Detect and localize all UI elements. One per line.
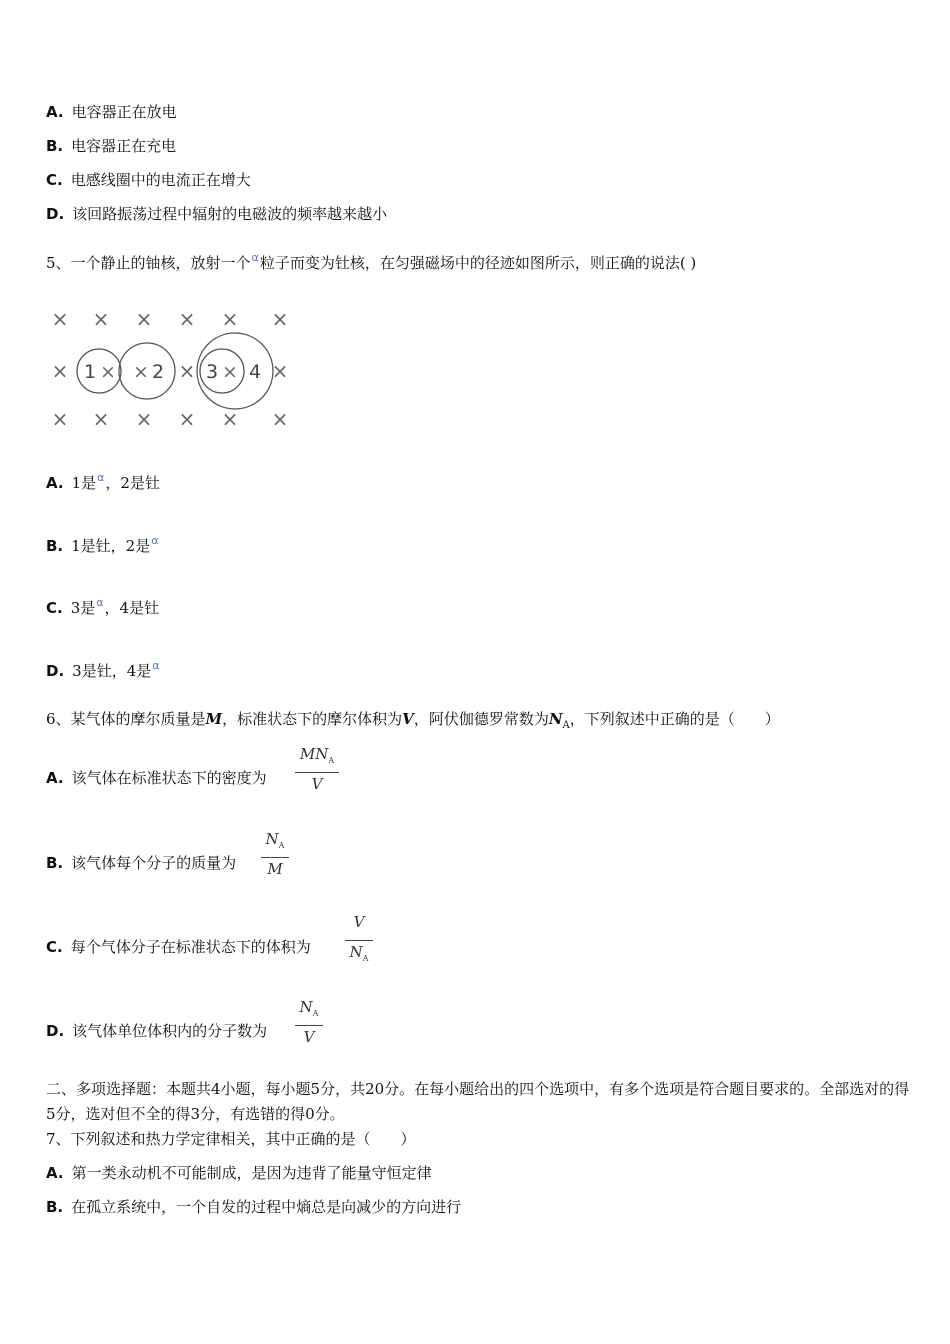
track-label-4: 4 (248, 361, 262, 383)
fraction-d: $N_A$ V (295, 997, 323, 1054)
field-cross: × (271, 359, 289, 383)
alpha-symbol: α (97, 471, 105, 484)
track-label-2: 2 (151, 361, 165, 383)
fraction-b: $N_A$ M (261, 829, 289, 886)
q4-option-d: D. 该回路振荡过程中辐射的电磁波的频率越来越小 (46, 205, 388, 223)
q4-option-b: B. 电容器正在充电 (46, 137, 177, 155)
q6-option-c: C. 每个气体分子在标准状态下的体积为 (46, 938, 311, 956)
field-cross: × (133, 361, 149, 383)
q5-option-d: D. 3是钍，4是$^\alpha$ (46, 659, 160, 680)
q4-option-a: A. 电容器正在放电 (46, 103, 177, 121)
q6-option-d: D. 该气体单位体积内的分子数为 (46, 1022, 268, 1040)
field-cross: × (100, 361, 116, 383)
alpha-symbol: α (151, 534, 159, 547)
field-cross: × (221, 407, 239, 431)
track-label-3: 3 (205, 361, 219, 383)
field-cross: × (178, 307, 196, 331)
q5-option-a: A. 1是$^\alpha$，2是钍 (46, 471, 160, 492)
field-cross: × (92, 407, 110, 431)
field-cross: × (51, 359, 69, 383)
fraction-a: $MN_A$ V (295, 744, 339, 801)
section-heading-multiple-choice: 二、多项选择题：本题共4小题，每小题5分，共20分。在每小题给出的四个选项中，有多个选项是符合题目要求的。全部选对的得5分，选对但不全的得3分，有选错的得0分。 (46, 1080, 910, 1123)
magnetic-field-track-diagram (40, 302, 300, 432)
field-cross: × (178, 407, 196, 431)
field-cross: × (178, 359, 196, 383)
q7-option-b: B. 在孤立系统中，一个自发的过程中熵总是向减少的方向进行 (46, 1198, 462, 1216)
field-cross: × (51, 407, 69, 431)
alpha-symbol: α (96, 596, 104, 609)
q5-option-c: C. 3是$^\alpha$，4是钍 (46, 596, 160, 617)
q7-option-a: A. 第一类永动机不可能制成，是因为违背了能量守恒定律 (46, 1164, 432, 1182)
track-label-1: 1 (83, 361, 97, 383)
q5-stem: 5、一个静止的铀核，放射一个$^\alpha$粒子而变为钍核，在匀强磁场中的径迹如图所示，则正确的说法( ) (46, 251, 697, 272)
q4-option-c: C. 电感线圈中的电流正在增大 (46, 171, 251, 189)
field-cross: × (135, 407, 153, 431)
field-cross: × (135, 307, 153, 331)
q5-option-b: B. 1是钍，2是$^\alpha$ (46, 534, 159, 555)
fraction-c: V $N_A$ (345, 912, 373, 969)
field-cross: × (51, 307, 69, 331)
q6-option-b: B. 该气体每个分子的质量为 (46, 854, 237, 872)
field-cross: × (271, 307, 289, 331)
alpha-symbol: α (251, 251, 259, 264)
field-cross: × (92, 307, 110, 331)
q6-option-a: A. 该气体在标准状态下的密度为 (46, 769, 267, 787)
q6-stem: 6、某气体的摩尔质量是M，标准状态下的摩尔体积为V，阿伏伽德罗常数为$N_A$，下列叙述中正确的是（ ） (46, 710, 780, 731)
q7-stem: 7、下列叙述和热力学定律相关，其中正确的是（ ） (46, 1130, 416, 1148)
field-cross: × (271, 407, 289, 431)
field-cross: × (221, 307, 239, 331)
field-cross: × (222, 361, 238, 383)
alpha-symbol: α (152, 659, 160, 672)
